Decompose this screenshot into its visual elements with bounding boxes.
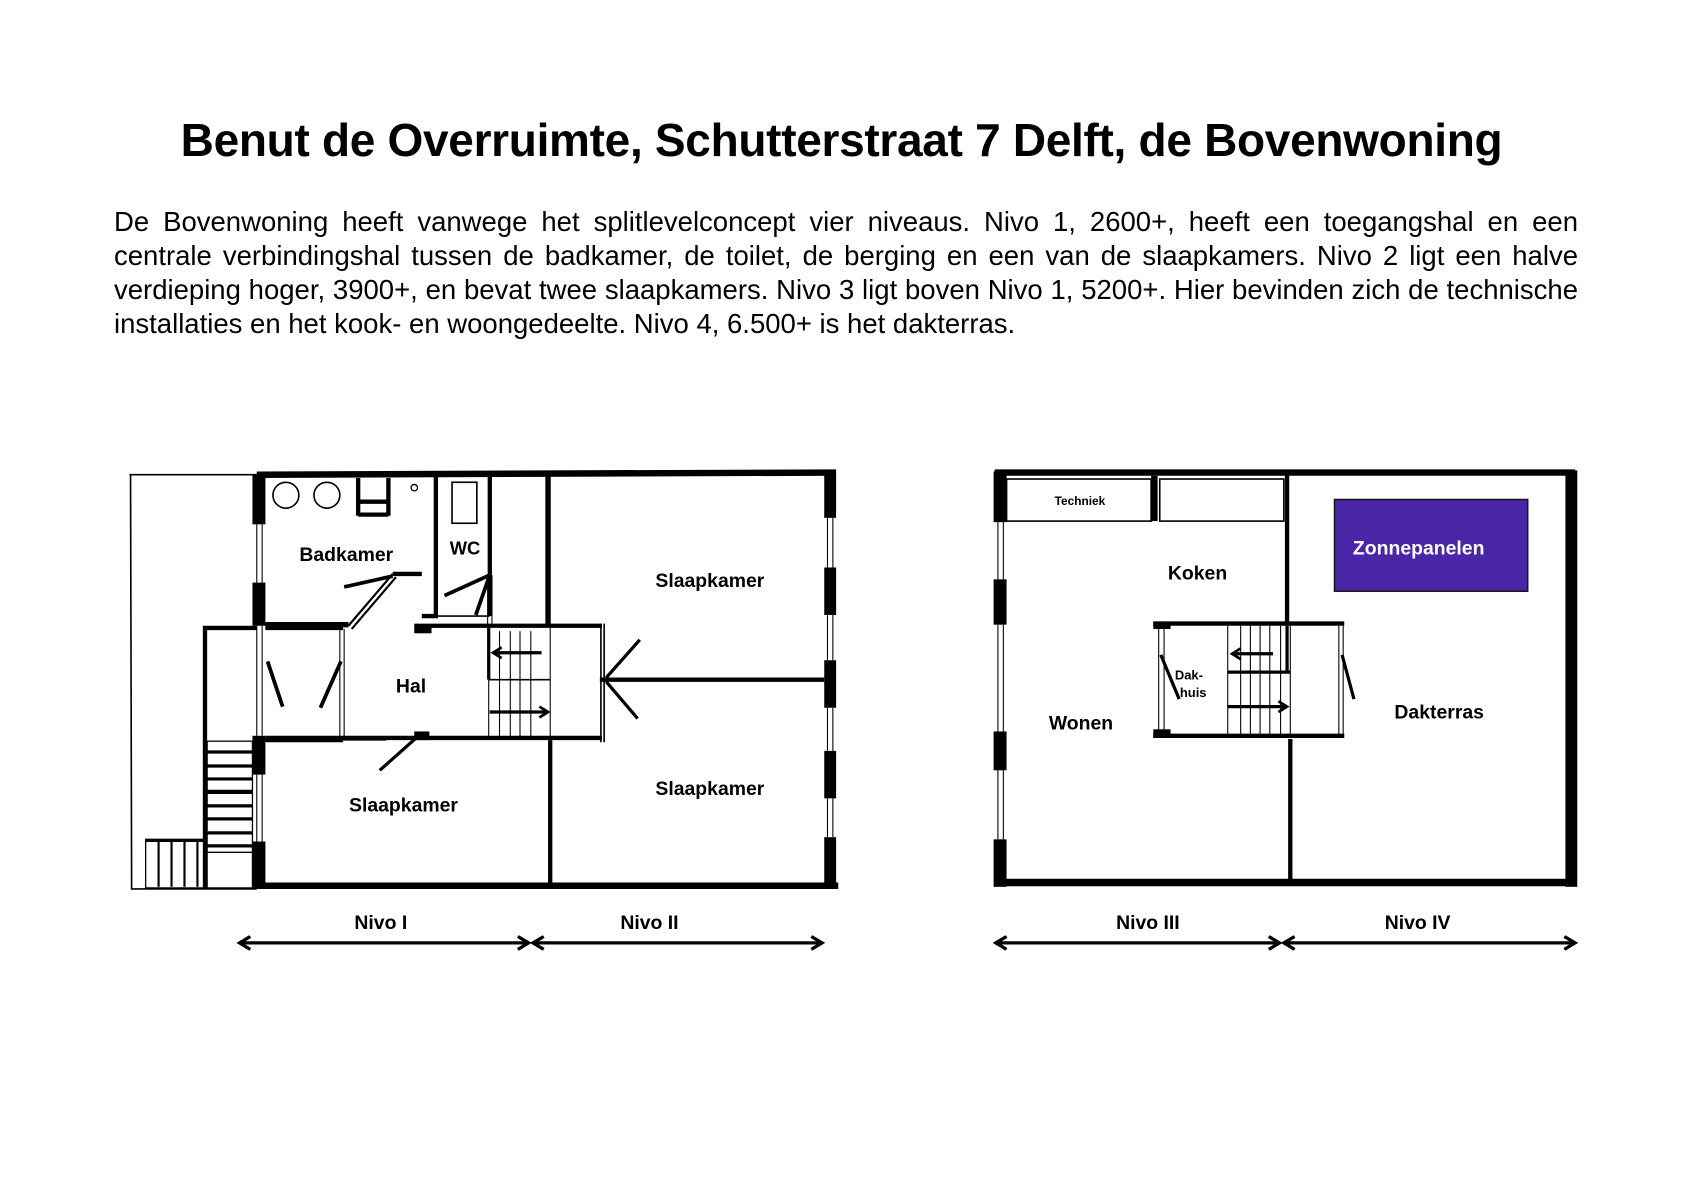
room-label-techniek: Techniek [1054,493,1106,508]
entrance-stairs [146,741,253,888]
room-label-dakhuis-1: Dak- [1174,667,1203,683]
dakhuis-stairs [1228,626,1291,736]
room-label-slaapkamer-nivo1: Slaapkamer [349,794,458,817]
room-label-badkamer: Badkamer [299,544,394,567]
label-zonnepanelen: Zonnepanelen [1352,537,1485,560]
room-label-wc: WC [449,537,481,559]
room-label-slaapkamer-nivo2-top: Slaapkamer [655,569,765,592]
intro-paragraph: De Bovenwoning heeft vanwege het splitlevelconcept vier niveaus. Nivo 1, 2600+, heeft een toegangshal en een centrale verbindingshal tussen de badkamer, de toilet, de berging en een van de slaapkamers. Nivo 2 ligt een halve verdieping hoger, 3900+, en bevat twee slaapkamers. Nivo 3 ligt boven Nivo 1, 5200+. Hier bevinden zich de technische installaties en het kook- en woongedeelte. Nivo 4, 6.500+ is het dakterras. [114,206,1578,339]
plan-nivo-1-2 [129,473,838,943]
level-label-nivo-3: Nivo III [1116,911,1180,934]
room-label-hal: Hal [395,675,427,698]
central-stairs [489,626,550,738]
room-label-dakterras: Dakterras [1394,701,1484,724]
level-label-nivo-1: Nivo I [354,911,408,934]
room-label-wonen: Wonen [1048,712,1114,735]
room-label-slaapkamer-nivo2-bottom: Slaapkamer [655,778,765,801]
level-label-nivo-2: Nivo II [620,911,679,934]
room-label-dakhuis-2: huis [1179,684,1207,700]
room-label-koken: Koken [1167,562,1228,585]
plan-nivo-3-4 [994,470,1578,943]
page-title: Benut de Overruimte, Schutterstraat 7 Delft, de Bovenwoning [180,114,1503,166]
level-label-nivo-4: Nivo IV [1384,911,1451,934]
